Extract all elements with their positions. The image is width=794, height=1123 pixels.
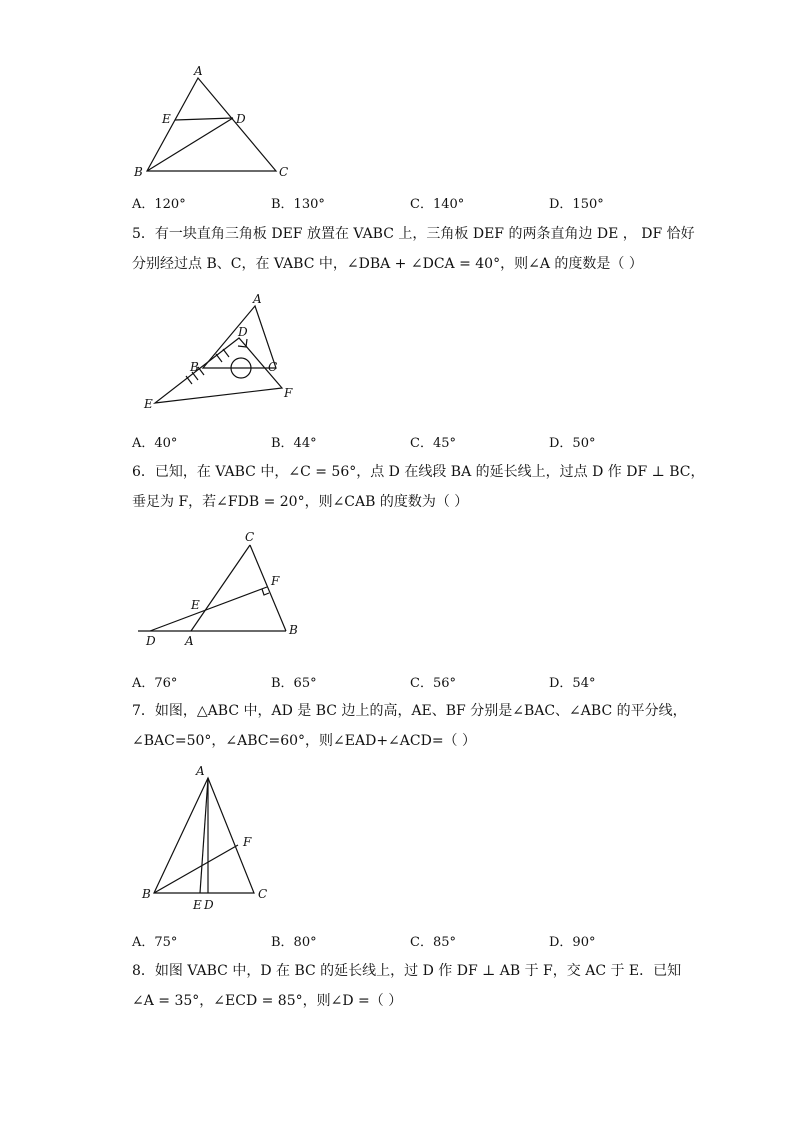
- q5-option-b[interactable]: B．44°: [271, 436, 317, 451]
- q7-segment-ae: [200, 778, 208, 893]
- q4-option-b[interactable]: B．130°: [271, 197, 325, 212]
- q7-option-a[interactable]: A．75°: [132, 935, 178, 950]
- q6-label-b: B: [289, 623, 298, 637]
- q4-option-c[interactable]: C．140°: [410, 197, 465, 212]
- q5-label-f: F: [284, 386, 293, 400]
- q5-label-d: D: [238, 325, 248, 339]
- q5-label-a: A: [253, 292, 262, 306]
- q6-option-a[interactable]: A．76°: [132, 676, 178, 691]
- q5-text-line1: 5．有一块直角三角板 DEF 放置在 VABC 上，三角板 DEF 的两条直角边 DE ， DF 恰好: [132, 226, 695, 242]
- q4-label-a: A: [194, 64, 203, 78]
- q6-label-a: A: [185, 634, 194, 648]
- q6-label-e: E: [191, 598, 200, 612]
- q6-label-c: C: [245, 530, 255, 544]
- q5-text-line2: 分别经过点 B、C，在 VABC 中，∠DBA + ∠DCA = 40°，则∠A 的度数是（ ）: [132, 256, 643, 272]
- q7-label-b: B: [142, 887, 151, 901]
- q6-option-b[interactable]: B．65°: [271, 676, 317, 691]
- q7-label-f: F: [243, 835, 252, 849]
- q6-option-d[interactable]: D．54°: [549, 676, 596, 691]
- q7-label-e: E: [193, 898, 202, 912]
- q6-label-f: F: [271, 574, 280, 588]
- q5-label-e: E: [144, 397, 153, 411]
- q4-label-d: D: [236, 112, 246, 126]
- q8-text-line1: 8．如图 VABC 中，D 在 BC 的延长线上，过 D 作 DF ⊥ AB 于 F，交 AC 于 E．已知: [132, 963, 682, 979]
- q6-text-line1: 6．已知，在 VABC 中，∠C = 56°，点 D 在线段 BA 的延长线上，过点 D 作 DF ⊥ BC，: [132, 464, 705, 480]
- q5-option-c[interactable]: C．45°: [410, 436, 456, 451]
- q7-option-b[interactable]: B．80°: [271, 935, 317, 950]
- q4-label-e: E: [162, 112, 171, 126]
- q7-label-d: D: [204, 898, 214, 912]
- q4-label-c: C: [279, 165, 289, 179]
- q7-text-line1: 7．如图，△ABC 中，AD 是 BC 边上的高，AE、BF 分别是∠BAC、∠ABC 的平分线，: [132, 703, 687, 719]
- q5-option-d[interactable]: D．50°: [549, 436, 596, 451]
- q7-label-a: A: [196, 764, 205, 778]
- q5-label-b: B: [190, 360, 199, 374]
- q7-option-c[interactable]: C．85°: [410, 935, 456, 950]
- q7-text-line2: ∠BAC=50°，∠ABC=60°，则∠EAD+∠ACD=（ ）: [132, 733, 477, 749]
- q4-option-a[interactable]: A．120°: [132, 197, 186, 212]
- q5-option-a[interactable]: A．40°: [132, 436, 178, 451]
- q5-label-c: C: [268, 360, 278, 374]
- q8-text-line2: ∠A = 35°，∠ECD = 85°，则∠D =（ ）: [132, 993, 403, 1009]
- q4-option-d[interactable]: D．150°: [549, 197, 604, 212]
- q7-label-c: C: [258, 887, 268, 901]
- q6-label-d: D: [146, 634, 156, 648]
- q7-segment-bf: [154, 845, 238, 893]
- q6-text-line2: 垂足为 F，若∠FDB = 20°，则∠CAB 的度数为（ ）: [132, 494, 469, 510]
- q6-option-c[interactable]: C．56°: [410, 676, 456, 691]
- q7-option-d[interactable]: D．90°: [549, 935, 596, 950]
- q4-label-b: B: [134, 165, 143, 179]
